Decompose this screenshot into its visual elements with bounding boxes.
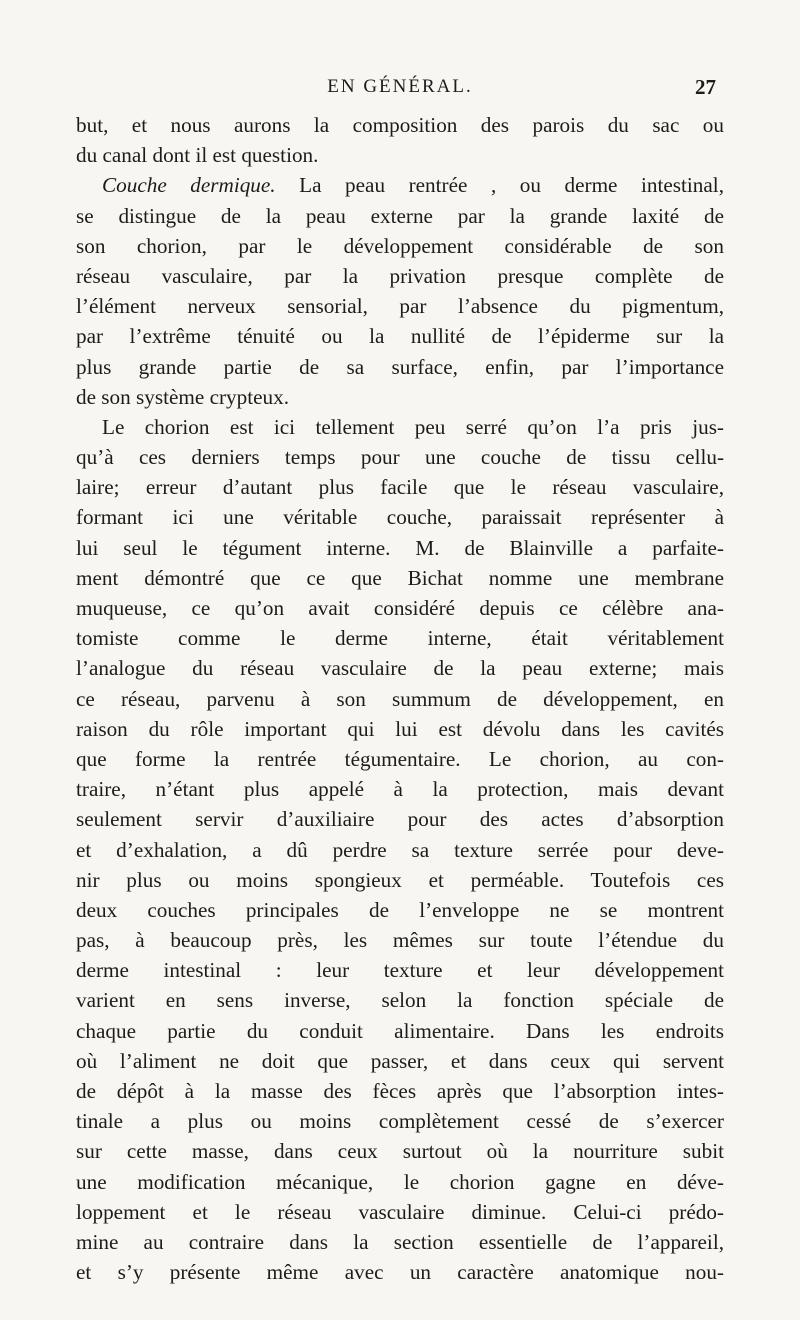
text-line: où l’aliment ne doit que passer, et dans ceux qui servent <box>76 1048 724 1073</box>
text-line: laire; erreur d’autant plus facile que le réseau vasculaire, <box>76 475 724 500</box>
text-line: plus grande partie de sa surface, enfin, par l’importance <box>76 354 724 379</box>
text-line: sur cette masse, dans ceux surtout où la nourriture subit <box>76 1139 724 1164</box>
text-line: varient en sens inverse, selon la fonction spéciale de <box>76 988 724 1013</box>
text-line: se distingue de la peau externe par la grande laxité de <box>76 203 724 228</box>
text-line: muqueuse, ce qu’on avait considéré depuis ce célèbre ana- <box>76 596 724 620</box>
text-line: derme intestinal : leur texture et leur développement <box>76 958 724 983</box>
text-line: ment démontré que ce que Bichat nomme une membrane <box>76 565 724 590</box>
text-line: de son système crypteux. <box>76 384 290 409</box>
running-header <box>0 72 800 102</box>
text-line: et s’y présente même avec un caractère anatomique nou- <box>76 1260 724 1285</box>
text-line <box>76 170 724 200</box>
running-title: EN GÉNÉRAL. <box>327 76 473 97</box>
section-heading: Couche dermique. <box>102 173 276 198</box>
text-line: seulement servir d’auxiliaire pour des actes d’absorption <box>76 807 724 832</box>
text-line: du canal dont il est question. <box>76 143 319 168</box>
text-line: formant ici une véritable couche, paraissait représenter à <box>76 505 724 530</box>
text-line: tomiste comme le derme interne, était véritablement <box>76 626 724 651</box>
text-line: pas, à beaucoup près, les mêmes sur toute l’étendue du <box>76 928 724 953</box>
text-line: tinale a plus ou moins complètement cessé de s’exercer <box>76 1109 724 1134</box>
text-line: chaque partie du conduit alimentaire. Dans les endroits <box>76 1018 724 1043</box>
text-line: deux couches principales de l’enveloppe ne se montrent <box>76 897 724 922</box>
text-line: qu’à ces derniers temps pour une couche de tissu cellu- <box>76 445 724 470</box>
text-line: mine au contraire dans la section essentielle de l’appareil, <box>76 1229 724 1254</box>
body-text <box>76 110 724 1287</box>
text-line: par l’extrême ténuité ou la nullité de l’épiderme sur la <box>76 324 724 349</box>
text-line: et d’exhalation, a dû perdre sa texture serrée pour deve- <box>76 837 724 862</box>
text-line: Le chorion est ici tellement peu serré qu’on l’a pris jus- <box>102 414 724 439</box>
text-line: nir plus ou moins spongieux et perméable. Toutefois ces <box>76 867 724 892</box>
text-line: l’élément nerveux sensorial, par l’absence du pigmentum, <box>76 294 724 319</box>
text-line: but, et nous aurons la composition des parois du sac ou <box>76 113 724 137</box>
text-line: loppement et le réseau vasculaire diminue. Celui-ci prédo- <box>76 1199 724 1224</box>
page-number: 27 <box>695 75 716 99</box>
text-line: raison du rôle important qui lui est dévolu dans les cavités <box>76 716 724 741</box>
text-line: traire, n’étant plus appelé à la protection, mais devant <box>76 777 724 802</box>
text-line: son chorion, par le développement considérable de son <box>76 233 724 258</box>
text-line-fragment: La peau rentrée , ou derme intestinal, <box>275 173 724 198</box>
text-line: lui seul le tégument interne. M. de Blainville a parfaite- <box>76 535 724 560</box>
text-line: réseau vasculaire, par la privation presque complète de <box>76 263 724 288</box>
text-line: de dépôt à la masse des fèces après que l’absorption intes- <box>76 1079 724 1103</box>
text-line: une modification mécanique, le chorion gagne en déve- <box>76 1169 724 1194</box>
text-line: ce réseau, parvenu à son summum de développement, en <box>76 686 724 711</box>
text-line: que forme la rentrée tégumentaire. Le chorion, au con- <box>76 746 724 771</box>
text-line: l’analogue du réseau vasculaire de la peau externe; mais <box>76 656 724 681</box>
